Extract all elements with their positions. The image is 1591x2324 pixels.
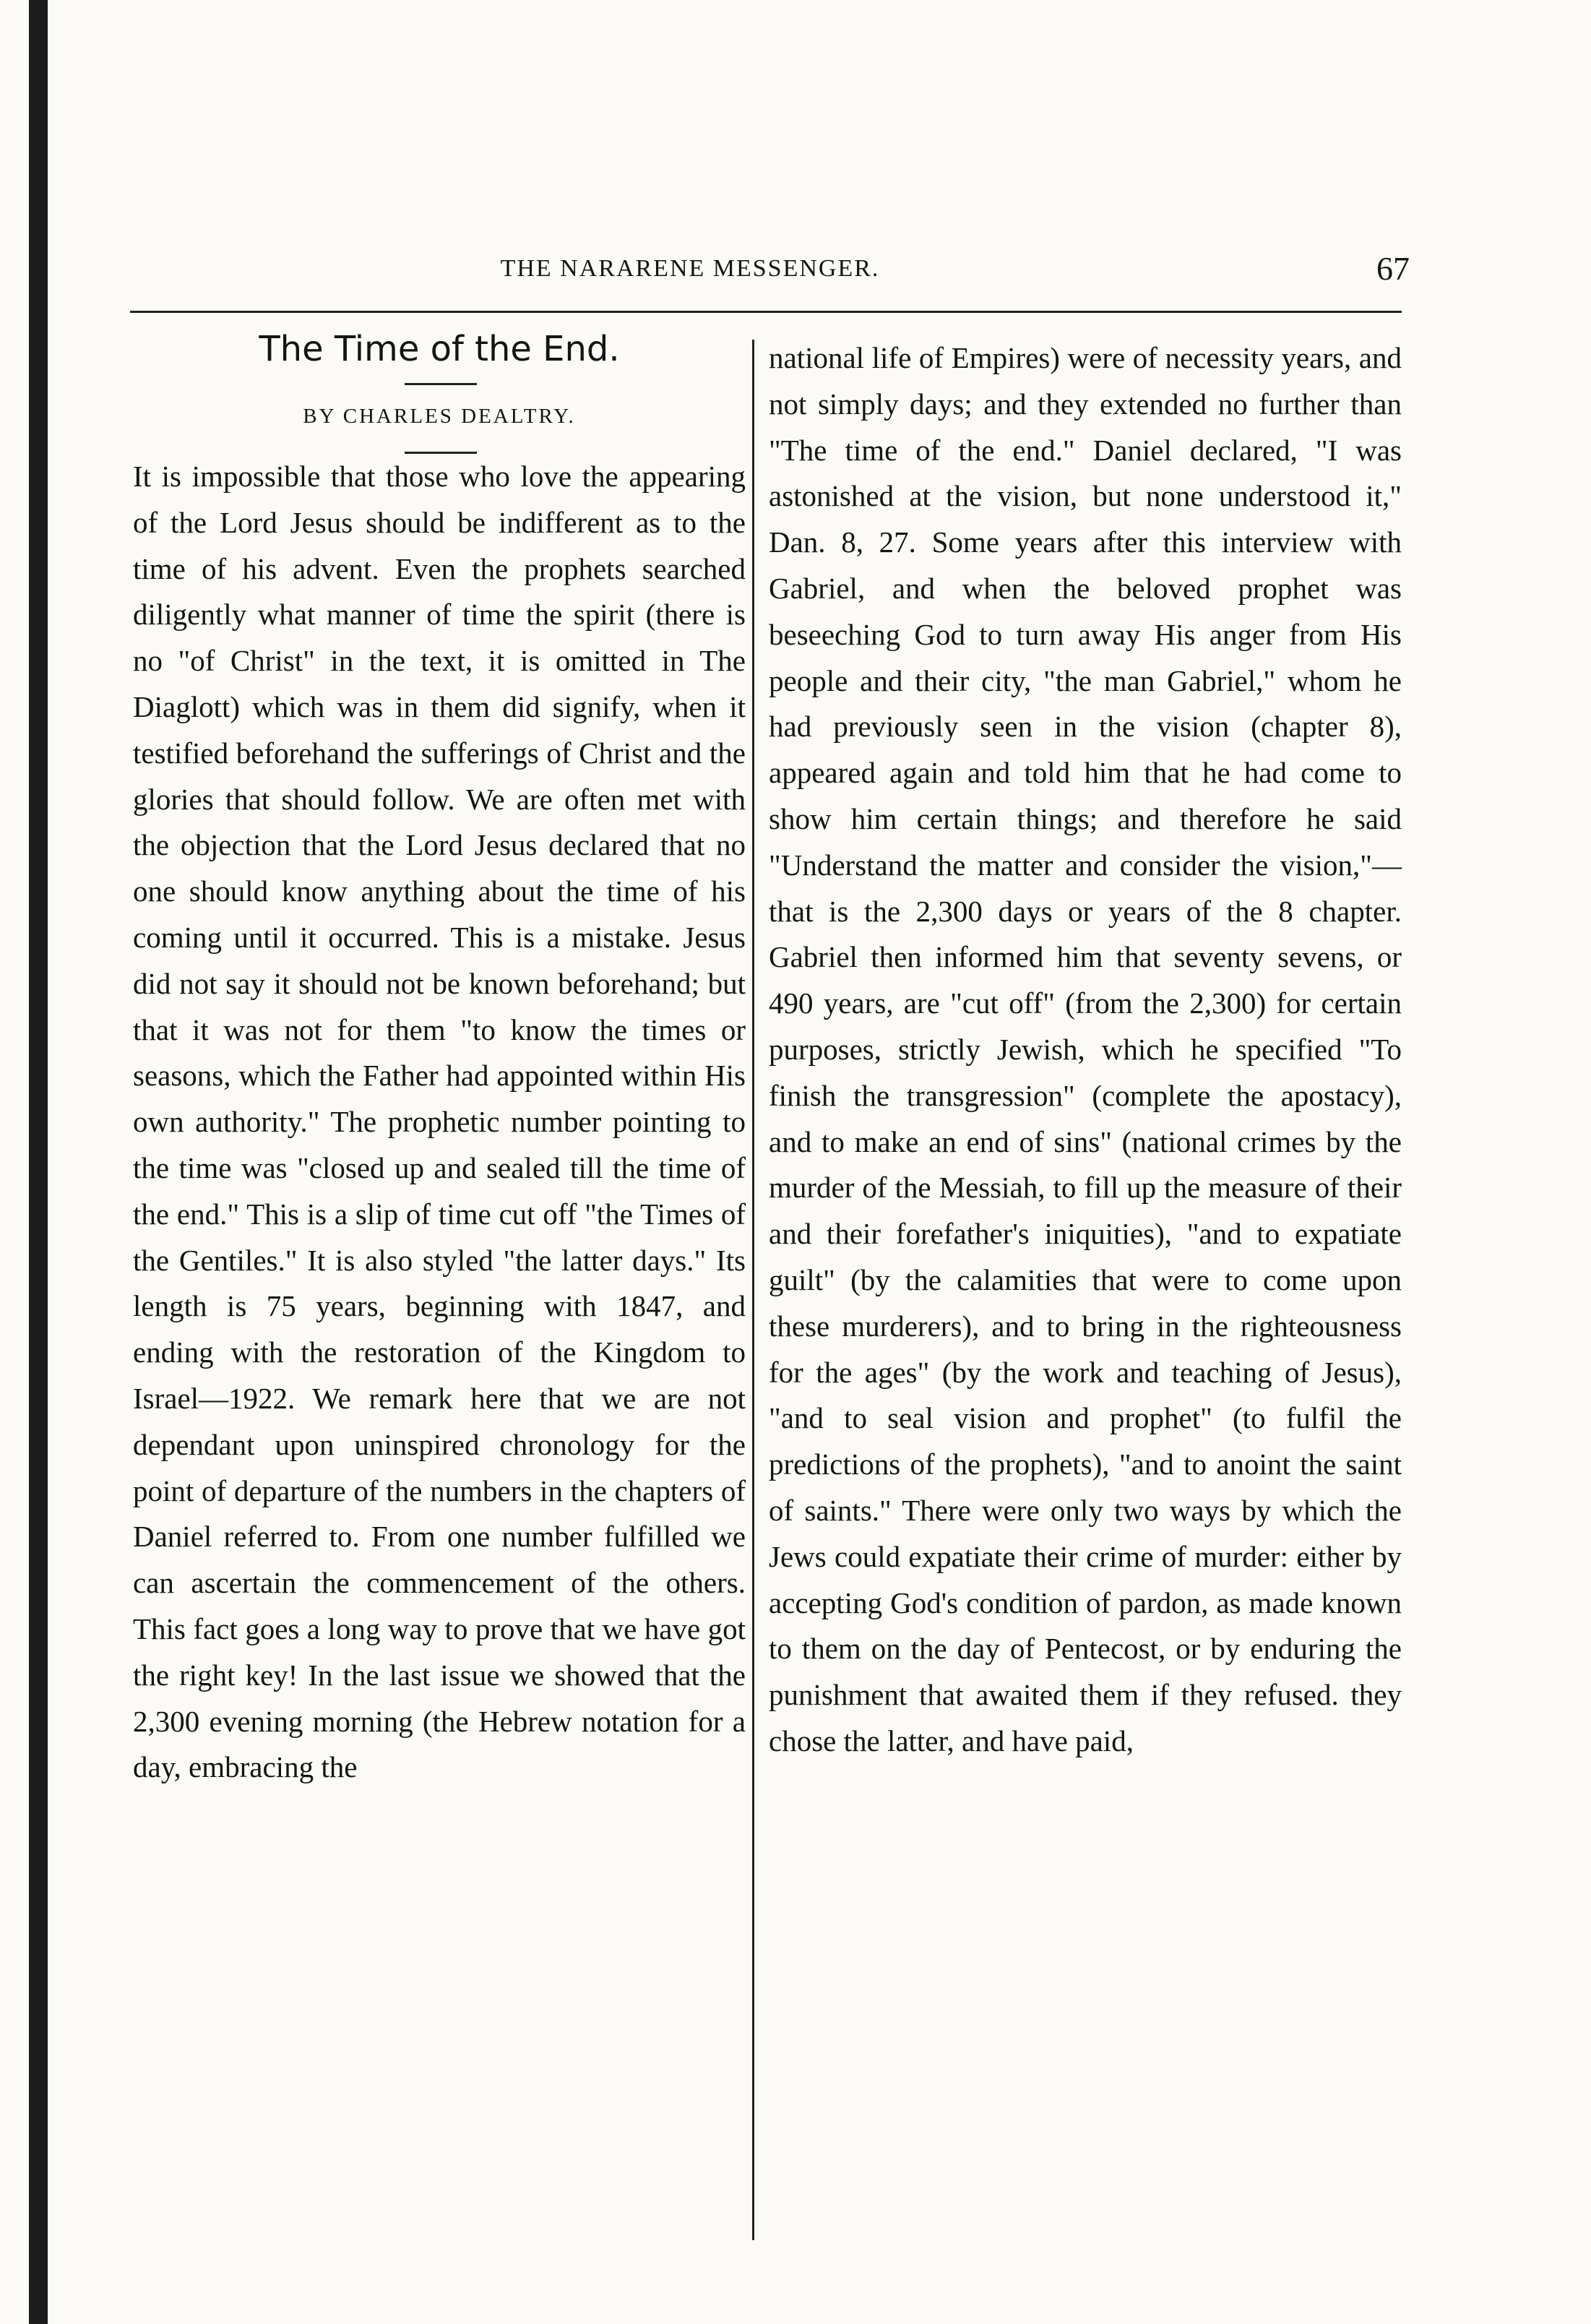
- left-column: [133, 454, 746, 1791]
- page-number: 67: [1376, 250, 1410, 287]
- page-binding-edge: [29, 0, 48, 2324]
- column-divider: [752, 340, 754, 2240]
- article-byline: BY CHARLES DEALTRY.: [303, 405, 576, 428]
- left-column-paragraph: It is impossible that those who love the appearing of the Lord Jesus should be indifferent as to the time of his advent. Even the prophets searched diligently what manner of time the spirit (there is no "of Christ" in the text, it is omitted in The Diaglott) which was in them did signify, when it testified beforehand the sufferings of Christ and the glories that should follow. We are often met with the objection that the Lord Jesus declared that no one should know anything about the time of his coming until it occurred. This is a mistake. Jesus did not say it should not be known beforehand; but that it was not for them "to know the times or seasons, which the Father had appointed within His own authority." The prophetic number pointing to the time was "closed up and sealed till the time of the end." This is a slip of time cut off "the Times of the Gentiles." It is also styled "the latter days." Its length is 75 years, beginning with 1847, and ending with the restoration of the Kingdom to Israel—1922. We remark here that we are not dependant upon uninspired chronology for the point of departure of the numbers in the chapters of Daniel referred to. From one number fulfilled we can ascertain the commencement of the others. This fact goes a long way to prove that we have got the right key! In the last issue we showed that the 2,300 evening morning (the Hebrew notation for a day, embracing the: [133, 460, 746, 1784]
- article-title: The Time of the End.: [259, 329, 620, 369]
- header-rule: [130, 311, 1402, 313]
- title-rule: [405, 383, 477, 385]
- right-column-paragraph: national life of Empires) were of necessity years, and not simply days; and they extended no further than "The time of the end." Daniel declared, "I was astonished at the vision, but none understood it," Dan. 8, 27. Some years after this interview with Gabriel, and when the beloved prophet was beseeching God to turn away His anger from His people and their city, "the man Gabriel," whom he had previously seen in the vision (chapter 8), appeared again and told him that he had come to show him certain things; and therefore he said "Understand the matter and consider the vision,"—that is the 2,300 days or years of the 8 chapter. Gabriel then informed him that seventy sevens, or 490 years, are "cut off" (from the 2,300) for certain purposes, strictly Jewish, which he specified "To finish the transgression" (complete the apostacy), and to make an end of sins" (national crimes by the murder of the Messiah, to fill up the measure of their and their forefather's iniquities), "and to expatiate guilt" (by the calamities that were to come upon these murderers), and to bring in the righteousness for the ages" (by the work and teaching of Jesus), "and to seal vision and prophet" (to fulfil the predictions of the prophets), "and to anoint the saint of saints." There were only two ways by which the Jews could expatiate their crime of murder: either by accepting God's condition of pardon, as made known to them on the day of Pentecost, or by enduring the punishment that awaited them if they refused. they chose the latter, and have paid,: [769, 341, 1402, 1757]
- running-title: THE NARARENE MESSENGER.: [500, 255, 880, 282]
- right-column: [769, 335, 1402, 1765]
